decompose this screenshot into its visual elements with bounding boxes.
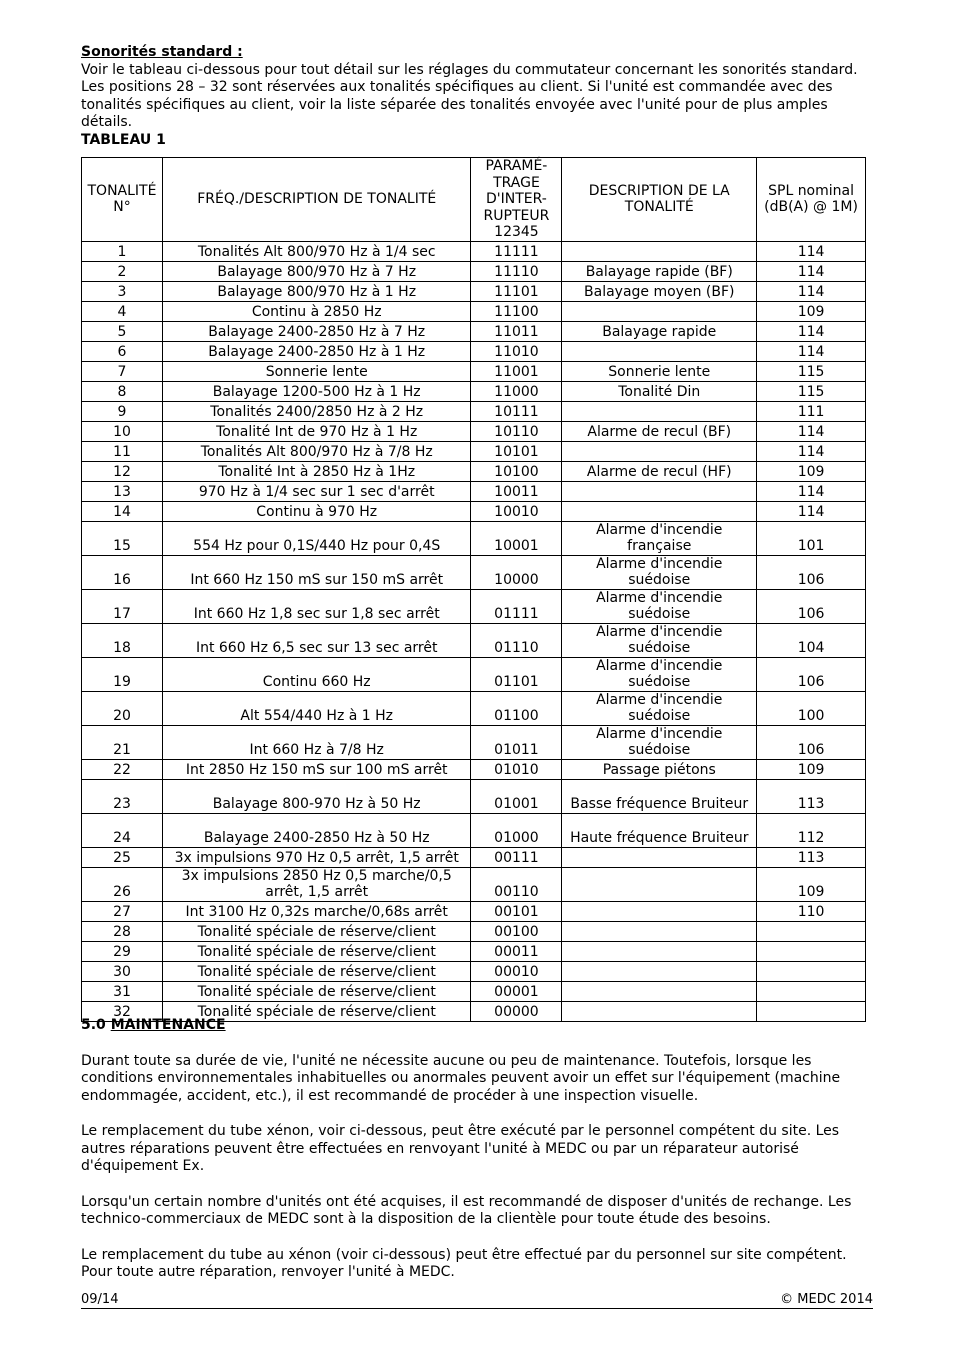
cell-switch-setting: 01010 <box>471 759 562 779</box>
cell-frequency-description: Tonalité Int à 2850 Hz à 1Hz <box>162 461 471 481</box>
cell-tone-description <box>562 441 757 461</box>
table-row <box>82 589 866 623</box>
cell-tone-number: 19 <box>82 657 163 691</box>
table-row <box>82 759 866 779</box>
cell-tone-number: 9 <box>82 401 163 421</box>
table-row <box>82 847 866 867</box>
cell-spl: 114 <box>757 481 866 501</box>
cell-spl: 106 <box>757 657 866 691</box>
header-tone-number: TONALITÉ N° <box>82 158 163 242</box>
table-title: TABLEAU 1 <box>81 132 166 148</box>
cell-spl: 101 <box>757 521 866 555</box>
cell-tone-number: 27 <box>82 901 163 921</box>
cell-spl: 112 <box>757 813 866 847</box>
cell-switch-setting: 00101 <box>471 901 562 921</box>
cell-frequency-description: Tonalité Int de 970 Hz à 1 Hz <box>162 421 471 441</box>
cell-spl <box>757 981 866 1001</box>
cell-tone-description: Alarme d'incendie suédoise <box>562 589 757 623</box>
cell-frequency-description: Tonalité spéciale de réserve/client <box>162 941 471 961</box>
cell-frequency-description: Balayage 800/970 Hz à 1 Hz <box>162 281 471 301</box>
cell-spl <box>757 941 866 961</box>
cell-tone-number: 20 <box>82 691 163 725</box>
table-row <box>82 521 866 555</box>
cell-tone-number: 14 <box>82 501 163 521</box>
cell-spl: 111 <box>757 401 866 421</box>
footer-date: 09/14 <box>81 1292 119 1307</box>
cell-switch-setting: 10110 <box>471 421 562 441</box>
cell-switch-setting: 10111 <box>471 401 562 421</box>
cell-tone-number: 11 <box>82 441 163 461</box>
table-row <box>82 657 866 691</box>
cell-switch-setting: 11000 <box>471 381 562 401</box>
cell-spl: 113 <box>757 847 866 867</box>
cell-switch-setting: 10100 <box>471 461 562 481</box>
cell-tone-description <box>562 241 757 261</box>
table-row <box>82 779 866 813</box>
cell-frequency-description: 3x impulsions 2850 Hz 0,5 marche/0,5 arrêt, 1,5 arrêt <box>162 867 471 901</box>
cell-spl: 115 <box>757 361 866 381</box>
cell-spl: 104 <box>757 623 866 657</box>
cell-spl: 114 <box>757 261 866 281</box>
cell-switch-setting: 11001 <box>471 361 562 381</box>
cell-switch-setting: 00010 <box>471 961 562 981</box>
cell-tone-description: Alarme de recul (HF) <box>562 461 757 481</box>
cell-frequency-description: Balayage 800-970 Hz à 50 Hz <box>162 779 471 813</box>
maintenance-title: MAINTENANCE <box>110 1017 226 1033</box>
cell-spl: 114 <box>757 241 866 261</box>
cell-spl: 109 <box>757 759 866 779</box>
cell-tone-number: 8 <box>82 381 163 401</box>
cell-frequency-description: Int 660 Hz à 7/8 Hz <box>162 725 471 759</box>
tone-table <box>81 157 866 1022</box>
cell-frequency-description: Tonalité spéciale de réserve/client <box>162 921 471 941</box>
maintenance-paragraph: Le remplacement du tube xénon, voir ci-dessous, peut être exécuté par le personnel compétent du site. Les autres réparations peuvent être effectuées en renvoyant l'unité à MEDC ou par un réparateur autorisé d'équipement Ex. <box>81 1123 840 1174</box>
cell-spl <box>757 921 866 941</box>
table-row <box>82 281 866 301</box>
cell-tone-description: Alarme d'incendie suédoise <box>562 657 757 691</box>
cell-frequency-description: Tonalité spéciale de réserve/client <box>162 1001 471 1021</box>
cell-tone-number: 4 <box>82 301 163 321</box>
cell-frequency-description: Balayage 1200-500 Hz à 1 Hz <box>162 381 471 401</box>
cell-tone-description: Sonnerie lente <box>562 361 757 381</box>
cell-frequency-description: Balayage 800/970 Hz à 7 Hz <box>162 261 471 281</box>
table-header-row <box>82 158 866 242</box>
cell-tone-description: Alarme d'incendie suédoise <box>562 623 757 657</box>
cell-tone-number: 3 <box>82 281 163 301</box>
cell-frequency-description: Continu à 2850 Hz <box>162 301 471 321</box>
cell-tone-description <box>562 867 757 901</box>
cell-spl: 106 <box>757 555 866 589</box>
cell-frequency-description: 554 Hz pour 0,1S/440 Hz pour 0,4S <box>162 521 471 555</box>
cell-tone-description <box>562 501 757 521</box>
header-switch-setting: PARAMÉ-TRAGE D'INTER-RUPTEUR 12345 <box>471 158 562 242</box>
cell-frequency-description: Balayage 2400-2850 Hz à 7 Hz <box>162 321 471 341</box>
cell-frequency-description: Continu à 970 Hz <box>162 501 471 521</box>
cell-tone-number: 28 <box>82 921 163 941</box>
cell-switch-setting: 10001 <box>471 521 562 555</box>
cell-switch-setting: 00011 <box>471 941 562 961</box>
header-spl: SPL nominal (dB(A) @ 1M) <box>757 158 866 242</box>
cell-tone-description <box>562 901 757 921</box>
cell-tone-description: Basse fréquence Bruiteur <box>562 779 757 813</box>
header-frequency-description: FRÉQ./DESCRIPTION DE TONALITÉ <box>162 158 471 242</box>
cell-tone-number: 5 <box>82 321 163 341</box>
cell-tone-number: 17 <box>82 589 163 623</box>
cell-switch-setting: 11100 <box>471 301 562 321</box>
table-row <box>82 421 866 441</box>
table-row <box>82 241 866 261</box>
table-row <box>82 361 866 381</box>
table-row <box>82 481 866 501</box>
table-row <box>82 301 866 321</box>
cell-tone-description: Alarme d'incendie suédoise <box>562 725 757 759</box>
cell-tone-description: Alarme de recul (BF) <box>562 421 757 441</box>
cell-tone-number: 21 <box>82 725 163 759</box>
maintenance-number: 5.0 <box>81 1017 106 1033</box>
cell-tone-number: 30 <box>82 961 163 981</box>
cell-spl: 109 <box>757 461 866 481</box>
cell-switch-setting: 01110 <box>471 623 562 657</box>
cell-spl: 100 <box>757 691 866 725</box>
cell-tone-number: 16 <box>82 555 163 589</box>
footer-copyright: © MEDC 2014 <box>780 1292 873 1307</box>
cell-switch-setting: 00100 <box>471 921 562 941</box>
cell-switch-setting: 00110 <box>471 867 562 901</box>
cell-tone-number: 15 <box>82 521 163 555</box>
cell-spl: 114 <box>757 281 866 301</box>
cell-spl: 114 <box>757 421 866 441</box>
cell-switch-setting: 11101 <box>471 281 562 301</box>
cell-spl: 106 <box>757 725 866 759</box>
table-row <box>82 381 866 401</box>
maintenance-section <box>81 1017 881 1282</box>
cell-frequency-description: Continu 660 Hz <box>162 657 471 691</box>
cell-frequency-description: Int 660 Hz 6,5 sec sur 13 sec arrêt <box>162 623 471 657</box>
table-row <box>82 981 866 1001</box>
cell-frequency-description: Tonalités Alt 800/970 Hz à 7/8 Hz <box>162 441 471 461</box>
cell-tone-number: 26 <box>82 867 163 901</box>
cell-tone-number: 18 <box>82 623 163 657</box>
cell-tone-description <box>562 401 757 421</box>
table-row <box>82 461 866 481</box>
cell-switch-setting: 01101 <box>471 657 562 691</box>
cell-frequency-description: Alt 554/440 Hz à 1 Hz <box>162 691 471 725</box>
cell-tone-description <box>562 921 757 941</box>
cell-tone-description <box>562 481 757 501</box>
cell-frequency-description: Balayage 2400-2850 Hz à 50 Hz <box>162 813 471 847</box>
cell-switch-setting: 00000 <box>471 1001 562 1021</box>
cell-tone-description <box>562 847 757 867</box>
cell-frequency-description: Tonalité spéciale de réserve/client <box>162 981 471 1001</box>
cell-frequency-description: 3x impulsions 970 Hz 0,5 arrêt, 1,5 arrêt <box>162 847 471 867</box>
cell-frequency-description: 970 Hz à 1/4 sec sur 1 sec d'arrêt <box>162 481 471 501</box>
table-row <box>82 813 866 847</box>
table-row <box>82 261 866 281</box>
cell-spl: 114 <box>757 341 866 361</box>
cell-tone-description <box>562 961 757 981</box>
cell-switch-setting: 10011 <box>471 481 562 501</box>
cell-tone-description: Passage piétons <box>562 759 757 779</box>
cell-tone-description: Alarme d'incendie suédoise <box>562 691 757 725</box>
cell-frequency-description: Int 660 Hz 150 mS sur 150 mS arrêt <box>162 555 471 589</box>
cell-frequency-description: Tonalités 2400/2850 Hz à 2 Hz <box>162 401 471 421</box>
cell-switch-setting: 11111 <box>471 241 562 261</box>
cell-tone-number: 7 <box>82 361 163 381</box>
table-row <box>82 725 866 759</box>
cell-tone-number: 13 <box>82 481 163 501</box>
cell-tone-number: 12 <box>82 461 163 481</box>
cell-switch-setting: 11010 <box>471 341 562 361</box>
table-row <box>82 901 866 921</box>
intro-section <box>81 44 881 132</box>
table-row <box>82 501 866 521</box>
cell-switch-setting: 00111 <box>471 847 562 867</box>
cell-tone-number: 23 <box>82 779 163 813</box>
cell-tone-description <box>562 341 757 361</box>
cell-switch-setting: 00001 <box>471 981 562 1001</box>
intro-text: Voir le tableau ci-dessous pour tout détail sur les réglages du commutateur concernant les sonorités standard. Les positions 28 – 32 sont réservées aux tonalités spécifiques au client. Si l'unité est commandée avec des tonalités spécifiques au client, voir la liste séparée des tonalités envoyée avec l'unité pour de plus amples détails. <box>81 61 858 130</box>
cell-spl: 109 <box>757 301 866 321</box>
cell-spl: 109 <box>757 867 866 901</box>
cell-frequency-description: Tonalités Alt 800/970 Hz à 1/4 sec <box>162 241 471 261</box>
cell-tone-number: 25 <box>82 847 163 867</box>
cell-tone-number: 31 <box>82 981 163 1001</box>
cell-spl: 110 <box>757 901 866 921</box>
cell-tone-description: Alarme d'incendie française <box>562 521 757 555</box>
table-row <box>82 623 866 657</box>
cell-tone-description: Haute fréquence Bruiteur <box>562 813 757 847</box>
cell-tone-number: 22 <box>82 759 163 779</box>
maintenance-paragraph: Le remplacement du tube au xénon (voir ci-dessous) peut être effectué par du personnel sur site compétent. Pour toute autre réparation, renvoyer l'unité à MEDC. <box>81 1246 847 1280</box>
cell-spl: 114 <box>757 501 866 521</box>
cell-spl <box>757 961 866 981</box>
cell-tone-description: Alarme d'incendie suédoise <box>562 555 757 589</box>
cell-tone-description: Balayage rapide <box>562 321 757 341</box>
cell-spl: 114 <box>757 441 866 461</box>
cell-tone-number: 24 <box>82 813 163 847</box>
table-row <box>82 921 866 941</box>
cell-tone-number: 32 <box>82 1001 163 1021</box>
cell-frequency-description: Int 660 Hz 1,8 sec sur 1,8 sec arrêt <box>162 589 471 623</box>
table-row <box>82 961 866 981</box>
cell-frequency-description: Balayage 2400-2850 Hz à 1 Hz <box>162 341 471 361</box>
cell-spl: 106 <box>757 589 866 623</box>
header-tone-description: DESCRIPTION DE LA TONALITÉ <box>562 158 757 242</box>
cell-tone-number: 10 <box>82 421 163 441</box>
table-row <box>82 321 866 341</box>
cell-switch-setting: 01001 <box>471 779 562 813</box>
cell-tone-description <box>562 301 757 321</box>
cell-tone-description <box>562 941 757 961</box>
cell-switch-setting: 11110 <box>471 261 562 281</box>
table-row <box>82 401 866 421</box>
cell-spl: 114 <box>757 321 866 341</box>
cell-frequency-description: Sonnerie lente <box>162 361 471 381</box>
cell-tone-number: 6 <box>82 341 163 361</box>
cell-switch-setting: 01111 <box>471 589 562 623</box>
table-row <box>82 555 866 589</box>
maintenance-heading <box>81 1017 881 1035</box>
cell-switch-setting: 01011 <box>471 725 562 759</box>
cell-tone-description <box>562 981 757 1001</box>
cell-tone-description: Tonalité Din <box>562 381 757 401</box>
cell-frequency-description: Int 3100 Hz 0,32s marche/0,68s arrêt <box>162 901 471 921</box>
cell-frequency-description: Tonalité spéciale de réserve/client <box>162 961 471 981</box>
table-row <box>82 941 866 961</box>
intro-title: Sonorités standard : <box>81 44 243 60</box>
cell-switch-setting: 10010 <box>471 501 562 521</box>
cell-spl: 115 <box>757 381 866 401</box>
table-row <box>82 441 866 461</box>
cell-switch-setting: 10000 <box>471 555 562 589</box>
table-body <box>82 241 866 1021</box>
maintenance-paragraph: Lorsqu'un certain nombre d'unités ont été acquises, il est recommandé de disposer d'unités de rechange. Les technico-commerciaux de MEDC sont à la disposition de la clientèle pour toute étude des besoins. <box>81 1193 852 1227</box>
cell-switch-setting: 10101 <box>471 441 562 461</box>
cell-switch-setting: 01000 <box>471 813 562 847</box>
cell-tone-description: Balayage rapide (BF) <box>562 261 757 281</box>
cell-tone-number: 29 <box>82 941 163 961</box>
cell-spl: 113 <box>757 779 866 813</box>
table-row <box>82 341 866 361</box>
table-row <box>82 691 866 725</box>
cell-tone-description: Balayage moyen (BF) <box>562 281 757 301</box>
table-row <box>82 867 866 901</box>
maintenance-paragraph: Durant toute sa durée de vie, l'unité ne nécessite aucune ou peu de maintenance. Toutefois, lorsque les conditions environnementales inhabituelles ou anormales peuvent avoir un effet sur l'équipement (machine endommagée, accident, etc.), il est recommandé de procéder à une inspection visuelle. <box>81 1052 841 1104</box>
cell-tone-number: 1 <box>82 241 163 261</box>
cell-switch-setting: 11011 <box>471 321 562 341</box>
footer-rule <box>81 1308 873 1309</box>
cell-frequency-description: Int 2850 Hz 150 mS sur 100 mS arrêt <box>162 759 471 779</box>
cell-switch-setting: 01100 <box>471 691 562 725</box>
cell-tone-number: 2 <box>82 261 163 281</box>
